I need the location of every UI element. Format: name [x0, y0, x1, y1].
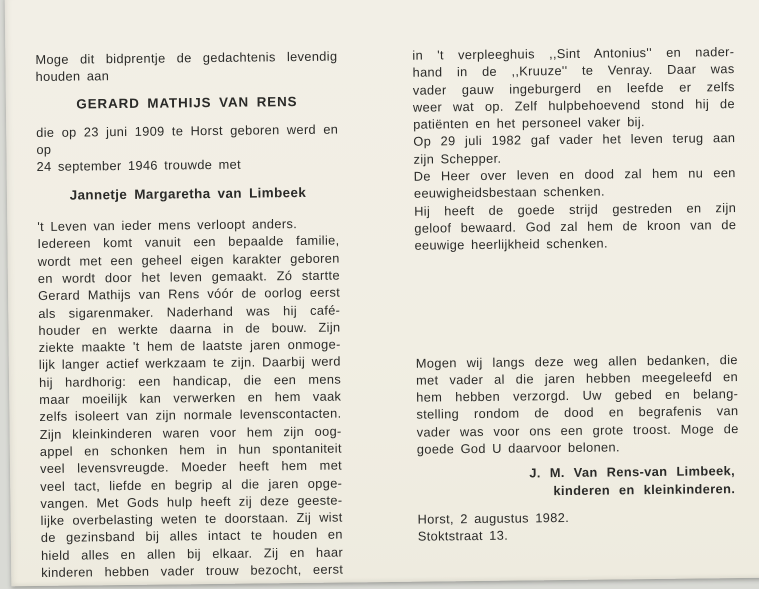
text-line: weer wat op. Zelf hulpbehoevend stond hij de [412, 95, 736, 115]
text-line: Zijn kleinkinderen waren voor hem zijn oog- [39, 423, 342, 442]
text-line: Mogen wij langs deze weg allen bedanken, die [415, 351, 738, 371]
text-line: veel tact, liefde en begrip al die jaren opge- [40, 475, 343, 494]
signature-block [417, 462, 739, 500]
text-line: geloof bewaard. God zal hem de kroon van de [414, 217, 737, 236]
text-line: patiënten en het personeel vaker bij. [413, 114, 645, 132]
text-line: kinderen en kleinkinderen. [553, 480, 736, 498]
text-line: wordt met een geheel eigen karakter geboren [37, 250, 340, 269]
text-line: Gerard Mathijs van Rens vóór de oorlog eerst [37, 284, 341, 304]
text-line: vader was voor ons een grote troost. Moge de [416, 420, 739, 440]
text-line: Op 29 juli 1982 gaf vader het leven terug aan [413, 130, 736, 150]
place-date-block [418, 507, 740, 545]
text-line: eeuwigheidsbestaan schenken. [413, 183, 605, 202]
text-line: houden aan [35, 68, 110, 85]
text-line: maar moeilijk kan verwerken en hem vaak [39, 388, 342, 408]
memorial-card [5, 0, 759, 586]
text-line: 't Leven van ieder mens verloopt anders. [37, 216, 298, 235]
spouse-heading: Jannetje Margaretha van Limbeek [69, 184, 307, 203]
text-line: vangen. Met Gods hulp heeft zij deze geeste- [40, 492, 343, 511]
text-line: als sigarenmaker. Naderhand was hij café- [38, 302, 341, 321]
text-line: hem hebben verzorgd. Uw gebed en belang- [416, 386, 739, 405]
text-line: hij hardhorig: een handicap, die een mens [38, 371, 342, 390]
care-paragraph [412, 43, 735, 133]
life-paragraph-2 [37, 232, 343, 581]
text-line: Horst, 2 augustus 1982. [417, 509, 570, 527]
text-line: en wordt door het leven gemaakt. Zó startte [37, 267, 340, 286]
text-line: vader gauw ingeburgerd en leefde er zelfs [412, 78, 735, 98]
eternity-paragraph [414, 164, 736, 202]
text-line: lijk langer actief werkzaam te zijn. Daarbij werd [38, 353, 341, 373]
birth-paragraph [36, 120, 339, 175]
text-line: eeuwige heerlijkheid schenken. [414, 235, 608, 253]
thanks-paragraph [416, 351, 739, 458]
faith-paragraph [414, 199, 737, 255]
text-line: ziekte maakte 't hem de laatste jaren onmoge- [38, 336, 341, 356]
text-line: De Heer over leven en dood zal hem nu een [413, 165, 736, 184]
death-paragraph [413, 130, 735, 168]
text-line: veel levensvreugde. Moeder heeft hem met [39, 457, 343, 477]
text-line: met vader al die jaren hebben meegeleefd en [415, 368, 739, 388]
text-line: die op 23 juni 1909 te Horst geboren werd en op [36, 121, 339, 158]
intro-paragraph [35, 48, 337, 86]
text-line: hand in de ,,Kruuze'' te Venray. Daar was [412, 61, 735, 81]
text-line: Stoktstraat 13. [417, 527, 509, 544]
text-line: lijke overbelasting weten te doorstaan. Zij wist [40, 509, 343, 529]
text-line: goede God U daarvoor belonen. [416, 439, 620, 457]
right-column [412, 43, 740, 545]
text-line: stelling rondom de dood en begrafenis van [416, 403, 739, 423]
text-line: 24 september 1946 trouwde met [36, 157, 242, 175]
left-column [35, 48, 343, 582]
text-line: houder en werkte daarna in de bouw. Zijn [38, 319, 341, 338]
text-line: de gezinsband bij alles intact te houden en [40, 526, 343, 546]
text-line: zijn Schepper. [413, 150, 502, 167]
text-line: appel en schonken hem in hun spontaniteit [39, 440, 342, 459]
text-line: Hij heeft de goede strijd gestreden en zijn [414, 199, 737, 219]
name-heading: GERARD MATHIJS VAN RENS [76, 93, 298, 112]
text-line: kinderen hebben vader trouw bezocht, eerst [41, 561, 344, 580]
text-line: Moge dit bidprentje de gedachtenis levendig [35, 48, 338, 67]
text-line: zelfs isoleert van zijn normale levenscontacten. [39, 405, 342, 425]
text-line: Iedereen komt vanuit een bepaalde familie, [37, 232, 340, 252]
text-line: in 't verpleeghuis ,,Sint Antonius'' en nader- [412, 44, 735, 63]
text-line: J. M. Van Rens-van Limbeek, [529, 463, 736, 481]
text-line: hield alles en allen bij elkaar. Zij en haar [40, 544, 344, 563]
